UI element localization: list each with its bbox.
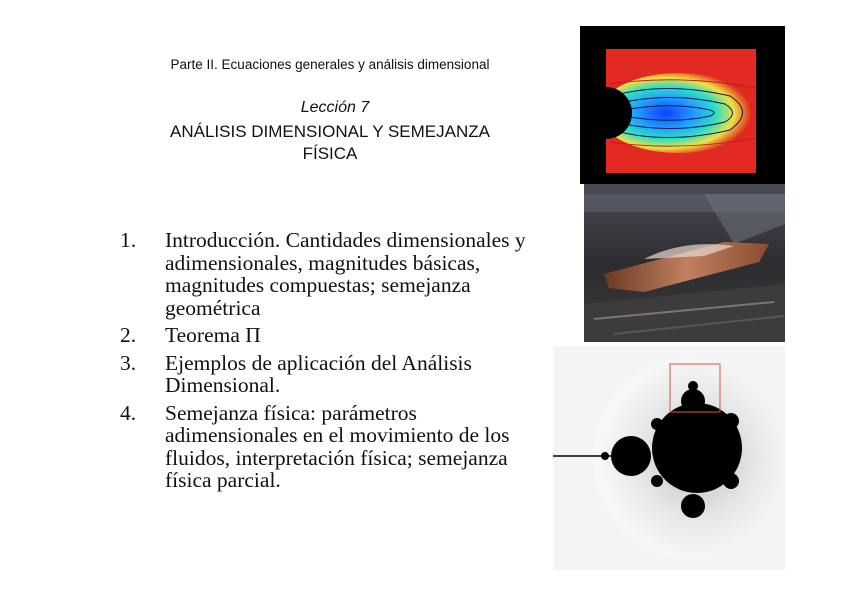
lesson-title-line2: FÍSICA bbox=[302, 144, 358, 163]
part-title: Parte II. Ecuaciones generales y análisis dimensional bbox=[170, 57, 490, 72]
flow-simulation-image bbox=[580, 26, 785, 184]
topic-text: Introducción. Cantidades dimensionales y adimensionales, magnitudes básicas, magnitudes compuestas; semejanza geométrica bbox=[165, 228, 526, 320]
topic-list bbox=[120, 229, 540, 497]
topic-text: Ejemplos de aplicación del Análisis Dimensional. bbox=[165, 350, 472, 397]
mandelbrot-fractal-image bbox=[553, 346, 785, 570]
topic-text: Teorema Π bbox=[165, 323, 261, 347]
lesson-label: Lección 7 bbox=[300, 99, 370, 116]
topic-number: 4. bbox=[120, 400, 137, 425]
ship-model-photo bbox=[584, 184, 785, 342]
topic-item bbox=[120, 352, 540, 397]
topic-item bbox=[120, 229, 540, 319]
lesson-title bbox=[120, 121, 540, 165]
topic-text: Semejanza física: parámetros adimensionales en el movimiento de los fluidos, interpretación física; semejanza física parcial. bbox=[165, 400, 510, 492]
topic-item bbox=[120, 324, 540, 347]
topic-number: 2. bbox=[120, 323, 137, 347]
topic-item bbox=[120, 402, 540, 492]
topic-number: 3. bbox=[120, 350, 137, 375]
lesson-title-line1: ANÁLISIS DIMENSIONAL Y SEMEJANZA bbox=[170, 122, 490, 141]
topic-number: 1. bbox=[120, 228, 137, 252]
